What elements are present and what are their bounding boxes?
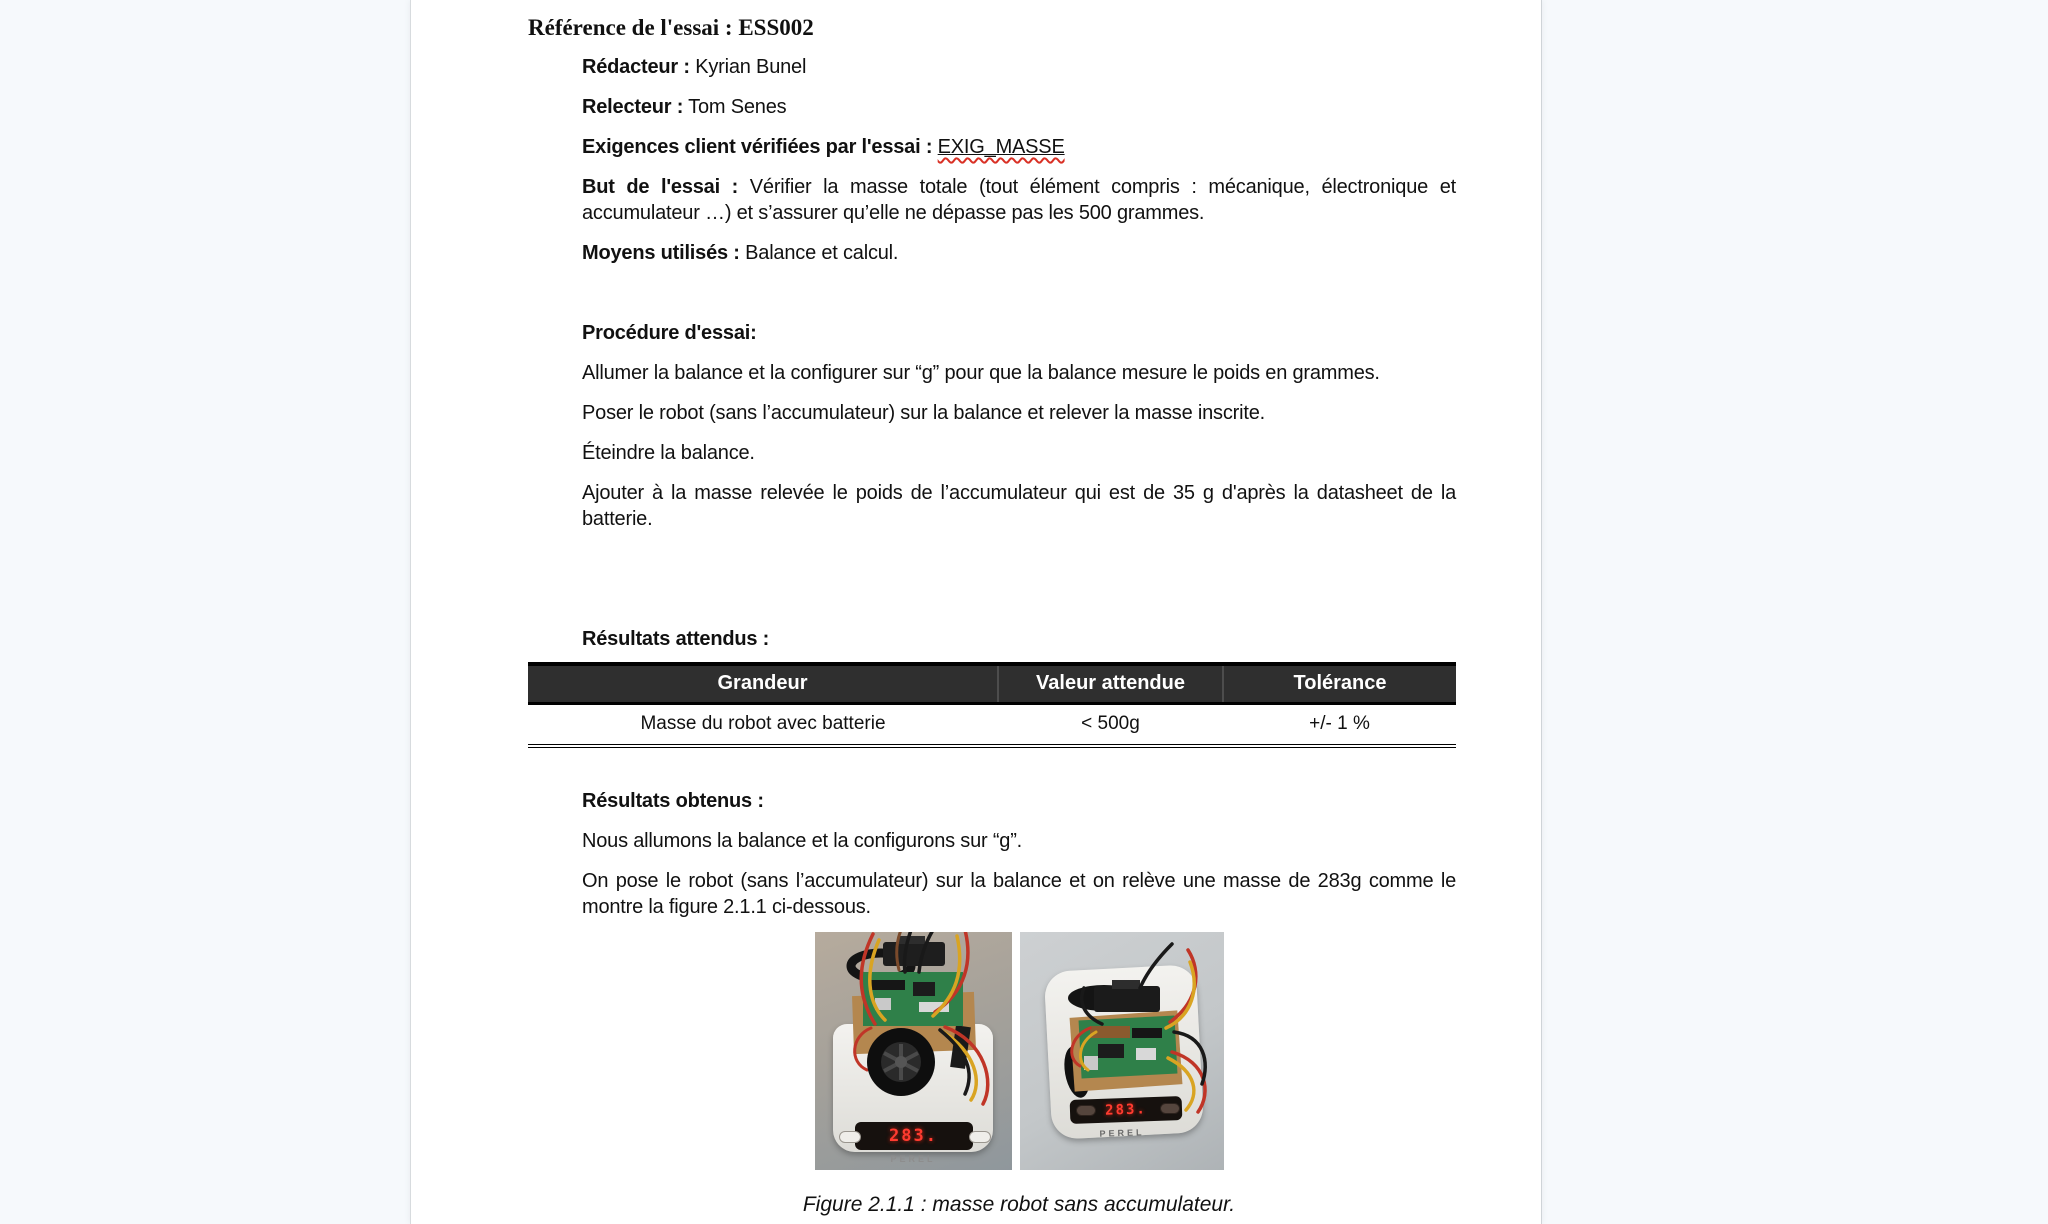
empty-lines: [528, 546, 1456, 626]
meta-but: [582, 174, 1456, 226]
procedure-heading: Procédure d'essai:: [582, 322, 757, 344]
procedure-step: Ajouter à la masse relevée le poids de l’accumulateur qui est de 35 g d'après la datasheet de la batterie.: [582, 482, 1456, 530]
procedure-step: Allumer la balance et la configurer sur “g” pour que la balance mesure le poids en grammes.: [582, 362, 1380, 384]
scale-button-right: [969, 1131, 991, 1143]
figure-photo-left: [815, 932, 1012, 1170]
scale-display: 283.: [1069, 1096, 1182, 1124]
table-header-row: [528, 664, 1456, 704]
top-module: [883, 942, 945, 966]
cell-valeur-attendue: < 500g: [998, 704, 1223, 747]
scale-brand: PEREL: [890, 1154, 936, 1164]
obtained-results-heading: Résultats obtenus :: [582, 790, 764, 812]
meta-but-label: But de l'essai :: [582, 176, 739, 198]
scale-button-left: [839, 1131, 861, 1143]
col-header-tolerance: Tolérance: [1223, 664, 1456, 704]
figure-photo-right: [1020, 932, 1224, 1170]
obtained-paragraph: On pose le robot (sans l’accumulateur) sur la balance et on relève une masse de 283g comme le montre la figure 2.1.1 ci-dessous.: [582, 870, 1456, 918]
meta-relecteur: [582, 94, 1456, 120]
meta-moyens: [582, 240, 1456, 266]
misspelled-word-wrapper: [938, 136, 1065, 158]
expected-results-table: [528, 662, 1456, 748]
meta-relecteur-value: Tom Senes: [688, 96, 787, 118]
meta-relecteur-label: Relecteur :: [582, 96, 684, 118]
meta-redacteur-label: Rédacteur :: [582, 56, 690, 78]
col-header-grandeur: Grandeur: [528, 664, 998, 704]
obtained-paragraph: Nous allumons la balance et la configurons sur “g”.: [582, 830, 1023, 852]
figure-caption: Figure 2.1.1 : masse robot sans accumulateur.: [802, 1193, 1236, 1216]
procedure-step: Éteindre la balance.: [582, 442, 755, 464]
scale-button-left: [1076, 1105, 1096, 1116]
empty-line: [528, 280, 1456, 320]
expected-results-heading: Résultats attendus :: [582, 628, 770, 650]
col-header-valeur-attendue: Valeur attendue: [998, 664, 1223, 704]
top-module: [1094, 986, 1160, 1012]
doc-title: Référence de l'essai : ESS002: [528, 15, 814, 40]
meta-exigences: [582, 134, 1456, 160]
meta-exigences-label: Exigences client vérifiées par l'essai :: [582, 136, 933, 158]
cell-grandeur: Masse du robot avec batterie: [528, 704, 998, 747]
meta-moyens-label: Moyens utilisés :: [582, 242, 740, 264]
meta-redacteur: [582, 54, 1456, 80]
figure-photos: [582, 932, 1456, 1170]
scale-display: 283.: [855, 1122, 973, 1150]
meta-moyens-value: Balance et calcul.: [745, 242, 899, 264]
document-page[interactable]: [410, 0, 1542, 1224]
table-row: [528, 704, 1456, 747]
document-content: [528, 14, 1456, 1217]
meta-redacteur-value: Kyrian Bunel: [695, 56, 807, 78]
scale-brand: PEREL: [1098, 1127, 1145, 1139]
cell-tolerance: +/- 1 %: [1223, 704, 1456, 747]
procedure-step: Poser le robot (sans l’accumulateur) sur la balance et relever la masse inscrite.: [582, 402, 1265, 424]
scale-button-right: [1160, 1103, 1180, 1114]
meta-but-value: Vérifier la masse totale (tout élément compris : mécanique, électronique et accumulateur …) et s’assurer qu’elle ne dépasse pas les 500 grammes.: [582, 176, 1456, 224]
meta-exigences-value: EXIG_MASSE: [937, 136, 1065, 158]
